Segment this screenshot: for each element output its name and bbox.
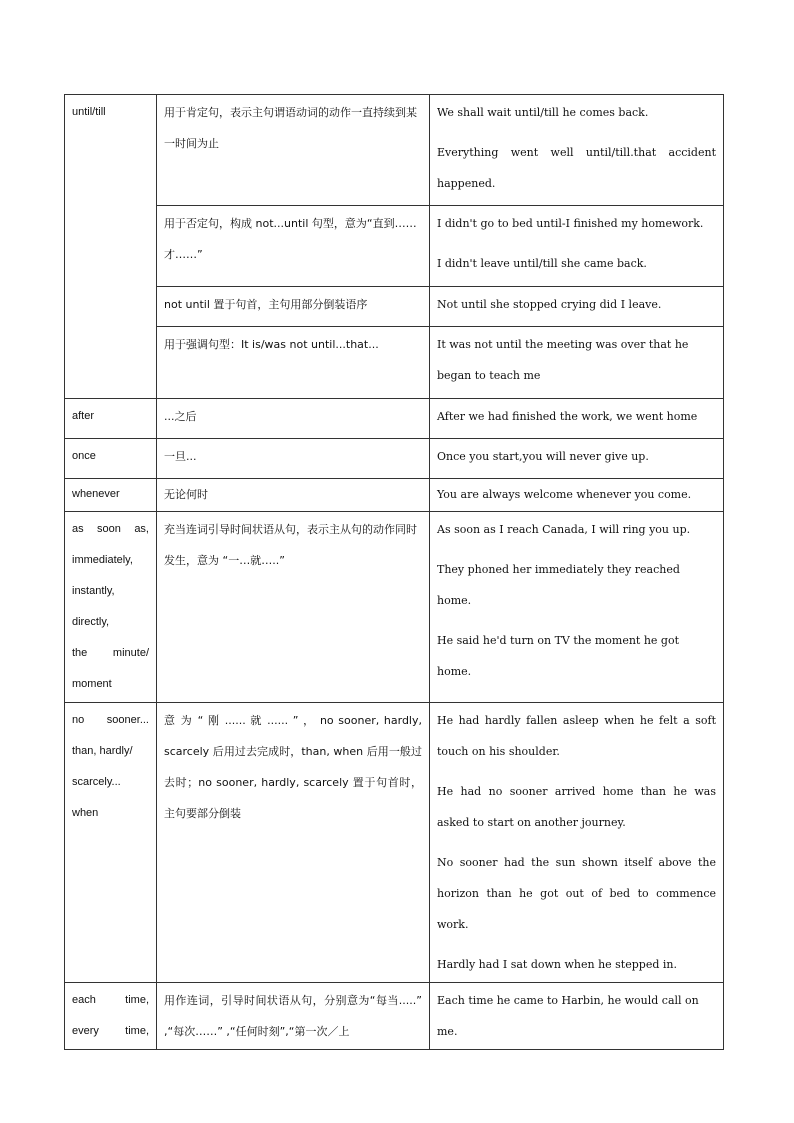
table-row xyxy=(65,95,724,206)
usage-cell: 意 为 “ 刚 ...... 就 ...... ” ， no sooner, hardly, scarcely 后用过去完成时，than, when 后用一般过去时；no sooner, hardly, scarcely 置于句首时，主句要部分倒装 xyxy=(157,703,430,983)
word-line: each time, xyxy=(72,994,149,1006)
word-once: once xyxy=(65,439,157,479)
word-line: scarcely... xyxy=(72,776,121,788)
example-sentence: He had no sooner arrived home than he was asked to start on another journey. xyxy=(437,785,716,829)
table-row xyxy=(65,327,724,399)
word-line: moment xyxy=(72,678,112,690)
table-row xyxy=(65,399,724,439)
example-sentence: Hardly had I sat down when he stepped in. xyxy=(437,958,677,971)
word-as-soon-as xyxy=(65,512,157,703)
example-cell xyxy=(430,287,724,327)
usage-cell: not until 置于句首，主句用部分倒装语序 xyxy=(157,287,430,327)
usage-cell: 无论何时 xyxy=(157,479,430,512)
example-cell xyxy=(430,327,724,399)
word-no-sooner xyxy=(65,703,157,983)
table-row xyxy=(65,703,724,983)
table-row xyxy=(65,287,724,327)
example-sentence: They phoned her immediately they reached home. xyxy=(437,563,680,607)
example-sentence: I didn't go to bed until-I finished my homework. xyxy=(437,217,704,230)
word-line: no sooner... xyxy=(72,714,149,726)
word-line: than, hardly/ xyxy=(72,745,133,757)
grammar-table xyxy=(64,94,724,1050)
example-cell xyxy=(430,95,724,206)
example-sentence: Everything went well until/till.that accident happened. xyxy=(437,146,716,190)
example-sentence: He said he'd turn on TV the moment he got home. xyxy=(437,634,680,678)
example-sentence: It was not until the meeting was over that he began to teach me xyxy=(437,338,689,382)
word-line: the minute/ xyxy=(72,647,149,659)
example-cell: Each time he came to Harbin, he would call on me. xyxy=(430,983,724,1050)
table-row xyxy=(65,983,724,1050)
word-line: directly, xyxy=(72,616,110,628)
word-line: instantly, xyxy=(72,585,115,597)
table-row xyxy=(65,512,724,703)
word-line: every time, xyxy=(72,1025,149,1037)
example-cell xyxy=(430,512,724,703)
usage-cell: 用于强调句型：It is/was not until...that... xyxy=(157,327,430,399)
example-sentence: No sooner had the sun shown itself above the horizon than he got out of bed to commence work. xyxy=(437,856,716,931)
example-sentence: I didn't leave until/till she came back. xyxy=(437,257,647,270)
word-line: immediately, xyxy=(72,554,133,566)
usage-cell: 用于否定句，构成 not...until 句型，意为“直到…… 才……” xyxy=(157,206,430,287)
usage-cell: 用作连词，引导时间状语从句，分别意为“每当.....” ,“每次……” ,“任何时刻”,“第一次／上 xyxy=(157,983,430,1050)
table-row xyxy=(65,479,724,512)
word-each-time xyxy=(65,983,157,1050)
usage-cell: ...之后 xyxy=(157,399,430,439)
word-line: when xyxy=(72,807,99,819)
example-sentence: We shall wait until/till he comes back. xyxy=(437,106,649,119)
table-row xyxy=(65,206,724,287)
usage-cell: 一旦... xyxy=(157,439,430,479)
word-until: until/till xyxy=(65,95,157,399)
usage-cell: 充当连词引导时间状语从句，表示主从句的动作同时发生，意为 “一…就…..” xyxy=(157,512,430,703)
example-cell xyxy=(430,703,724,983)
example-cell: You are always welcome whenever you come. xyxy=(430,479,724,512)
example-cell: Once you start,you will never give up. xyxy=(430,439,724,479)
usage-cell: 用于肯定句，表示主句谓语动词的动作一直持续到某一时间为止 xyxy=(157,95,430,206)
example-cell: After we had finished the work, we went home xyxy=(430,399,724,439)
word-after: after xyxy=(65,399,157,439)
example-sentence: Not until she stopped crying did I leave. xyxy=(437,298,662,311)
example-sentence: He had hardly fallen asleep when he felt a soft touch on his shoulder. xyxy=(437,714,716,758)
example-cell xyxy=(430,206,724,287)
example-sentence: As soon as I reach Canada, I will ring you up. xyxy=(437,523,691,536)
table-row xyxy=(65,439,724,479)
word-whenever: whenever xyxy=(65,479,157,512)
word-line: as soon as, xyxy=(72,523,149,535)
